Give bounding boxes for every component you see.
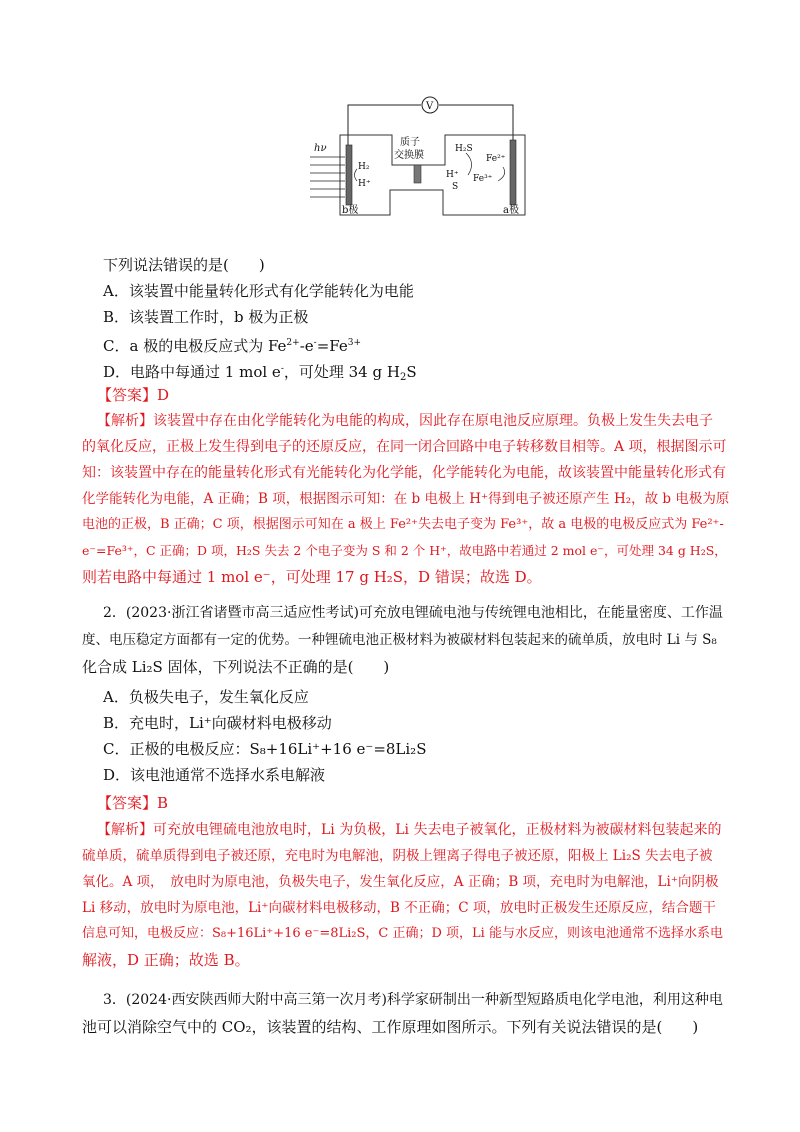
h-plus-left-label: H⁺ (358, 179, 371, 189)
h2-label: H₂ (358, 162, 370, 172)
q1-answer: 【答案】D (97, 386, 170, 404)
voltmeter-label: V (426, 101, 434, 112)
q1-d-sup: - (280, 364, 284, 374)
q1-c-sup1: 2+ (286, 338, 300, 348)
q2-stem-1: 度、电压稳定方面都有一定的优势。一种锂硫电池正极材料为被碳材料包装起来的硫单质，放电时 Li 与 S₈ (82, 632, 717, 648)
q1-d-part2: ，可处理 34 g H (283, 363, 400, 381)
h-plus-right-label: H⁺ (446, 170, 459, 180)
b-electrode-label: b极 (342, 205, 359, 216)
q2-option-d: D．该电池通常不选择水系电解液 (103, 766, 326, 784)
q2-analysis-0: 【解析】可充放电锂硫电池放电时，Li 为负极，Li 失去电子被氧化，正极材料为被碳材料包装起来的 (97, 822, 722, 838)
q1-option-b: B．该装置工作时，b 极为正极 (103, 308, 309, 326)
q1-option-d (103, 359, 417, 388)
q1-analysis-0: 【解析】该装置中存在由化学能转化为电能的构成，因此存在原电池反应原理。负极上发生失去电子 (97, 413, 713, 429)
membrane-label-1: 质子 (400, 137, 420, 148)
q1-c-part2: -e (299, 337, 314, 355)
q1-d-part1: D．电路中每通过 1 mol e (103, 363, 281, 381)
right-reaction-arrow (466, 153, 472, 175)
q1-c-part1: C．a 极的电极反应式为 Fe (103, 337, 287, 355)
q2-analysis-1: 硫单质，硫单质得到电子被还原，充电时为电解池，阴极上锂离子得电子被还原，阳极上 Li₂S 失去电子被 (82, 848, 713, 864)
h2s-label: H₂S (455, 144, 473, 154)
q2-option-a: A．负极失电子，发生氧化反应 (103, 688, 309, 706)
q1-analysis-5: e⁻=Fe³⁺，C 正确；D 项，H₂S 失去 2 个电子变为 S 和 2 个 H⁺，故电路中若通过 2 mol e⁻，可处理 34 g H₂S， (82, 543, 727, 558)
q2-analysis-4: 信息可知，电极反应：S₈+16Li⁺+16 e⁻=8Li₂S，C 正确；D 项，Li 能与水反应，则该电池通常不选择水系电 (82, 926, 723, 941)
q1-analysis-2: 知：该装置中存在的能量转化形式有光能转化为化学能，化学能转化为电能，故该装置中能量转化形式有 (82, 465, 726, 481)
s-label: S (452, 182, 459, 192)
q1-c-sup3: 3+ (347, 338, 362, 348)
q2-analysis-5: 解液，D 正确；故选 B。 (82, 951, 250, 969)
q2-stem-0: 2．(2023·浙江省诸暨市高三适应性考试)可充放电锂硫电池与传统锂电池相比，在能量密度、工作温 (103, 605, 723, 621)
fe2-label: Fe²⁺ (486, 154, 506, 164)
q1-analysis-1: 的氧化反应，正极上发生得到电子的还原反应，在同一闭合回路中电子转移数目相等。A 项，根据图示可 (82, 439, 727, 455)
q1-d-part3: S (406, 363, 417, 381)
q1-option-a: A．该装置中能量转化形式有化学能转化为电能 (103, 282, 414, 300)
cell-container (340, 135, 525, 215)
q2-answer: 【答案】B (97, 794, 169, 812)
a-electrode (510, 140, 516, 205)
q1-d-sub: 2 (399, 372, 407, 383)
q3-stem-1: 池可以消除空气中的 CO₂，该装置的结构、工作原理如图所示。下列有关说法错误的是( ) (82, 1018, 699, 1036)
fe-cycle-arrow (498, 167, 505, 181)
q1-stem: 下列说法错误的是( ) (103, 256, 265, 274)
q2-option-c: C．正极的电极反应：S₈+16Li⁺+16 e⁻=8Li₂S (103, 740, 427, 758)
q1-analysis-3: 化学能转化为电能，A 正确；B 项，根据图示可知：在 b 电极上 H⁺得到电子被还原产生 H₂，故 b 电极为原 (82, 491, 730, 507)
proton-exchange-membrane (414, 165, 421, 183)
b-electrode (346, 145, 352, 205)
fe3-label: Fe³⁺ (473, 174, 493, 184)
q2-option-b: B．充电时，Li⁺向碳材料电极移动 (103, 714, 332, 732)
q3-stem-0: 3．(2024·西安陕西师大附中高三第一次月考)科学家研制出一种新型短路质电化学电池，利用这种电 (103, 992, 723, 1008)
q2-analysis-3: Li 移动，放电时为原电池，Li⁺向碳材料电极移动，B 不正确；C 项，放电时正极发生还原反应，结合题干 (82, 900, 716, 916)
q1-c-sup2: - (313, 338, 317, 348)
q1-analysis-4: 电池的正极，B 正确；C 项，根据图示可知在 a 极上 Fe²⁺失去电子变为 Fe³⁺，故 a 电极的电极反应式为 Fe²⁺- (82, 517, 724, 532)
left-reaction-arrow (355, 169, 358, 181)
light-label: hν (314, 143, 327, 154)
electrochemical-cell-diagram (300, 95, 530, 225)
q1-option-c (103, 333, 361, 356)
q1-c-part3: =Fe (316, 337, 348, 355)
q2-stem-2: 化合成 Li₂S 固体，下列说法不正确的是( ) (82, 658, 390, 676)
a-electrode-label: a极 (503, 205, 519, 216)
q1-analysis-6: 则若电路中每通过 1 mol e⁻，可处理 17 g H₂S，D 错误；故选 D。 (82, 568, 542, 586)
q2-analysis-2: 氧化。A 项， 放电时为原电池，负极失电子，发生氧化反应，A 正确；B 项，充电时为电解池，Li⁺向阴极 (82, 874, 719, 890)
membrane-label-2: 交换膜 (394, 150, 424, 161)
